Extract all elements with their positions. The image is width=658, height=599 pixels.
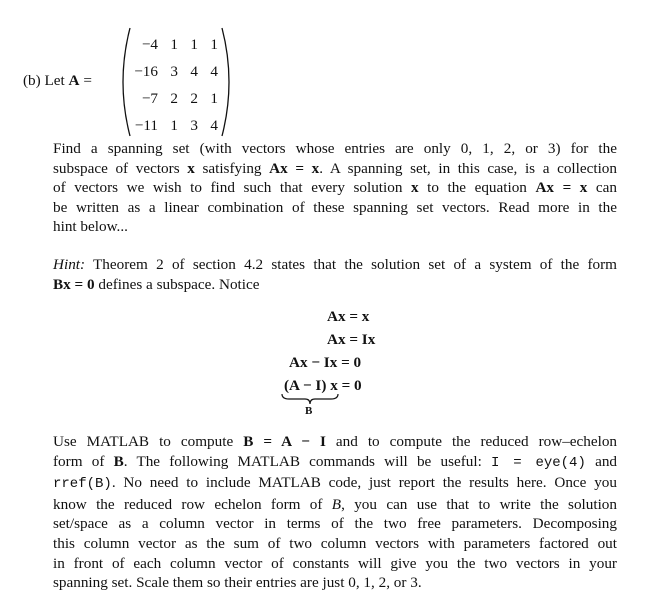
text-line: of vectors we wish to find such that every solution x to the equation Ax = x can: [53, 179, 618, 197]
matrix-cell: −11: [134, 117, 158, 134]
equals-sign: =: [83, 72, 92, 89]
matrix-a: [118, 26, 234, 138]
matrix-cell: 2: [170, 90, 178, 107]
matrix-cell: 3: [190, 117, 198, 134]
matrix-cell: 4: [210, 63, 218, 80]
problem-paragraph: [53, 139, 617, 237]
matrix-cell: 1: [210, 36, 218, 53]
text-line: form of B. The following MATLAB commands will be useful: I = eye(4) and: [53, 452, 618, 471]
matrix-name: A: [68, 72, 80, 89]
equation-2: Ax = Ix: [327, 331, 376, 348]
hint-label: Hint:: [53, 256, 86, 273]
code-snippet: I = eye(4): [491, 454, 586, 471]
matrix-cell: 2: [190, 90, 198, 107]
text-line: rref(B). No need to include MATLAB code, just report the results here. Once you: [53, 474, 617, 493]
text-line: Find a spanning set (with vectors whose entries are only 0, 1, 2, or 3) for the: [53, 140, 617, 157]
text-line: this column vector as the sum of two column vectors with parameters factored out: [53, 534, 617, 552]
hint-paragraph: [53, 255, 617, 294]
code-snippet: rref(B): [53, 476, 112, 493]
matrix-cell: 1: [170, 36, 178, 53]
matrix-cell: 4: [190, 63, 198, 80]
matrix-cell: 1: [190, 36, 198, 53]
text-line: subspace of vectors x satisfying Ax = x. A spanning set, in this case, is a collection: [53, 159, 617, 177]
text-line: set/space as a column vector in terms of the two free parameters. Decomposing: [53, 515, 617, 533]
equation-1: Ax = x: [327, 308, 370, 325]
right-paren-icon: [222, 28, 229, 136]
text-line: know the reduced row echelon form of B, you can use that to write the solution: [53, 495, 617, 513]
text-line: in front of each column vector of constants will give you the two vectors in your: [53, 554, 617, 572]
matrix-cell: 1: [170, 117, 178, 134]
matrix-cell: 4: [210, 117, 218, 134]
equation-3: Ax − Ix = 0: [289, 354, 362, 371]
text-line: Hint: Theorem 2 of section 4.2 states that the solution set of a system of the form: [53, 256, 617, 273]
text-line: Bx = 0 defines a subspace. Notice: [53, 275, 260, 293]
matrix-cell: 3: [170, 63, 178, 80]
part-label: [23, 72, 92, 90]
left-paren-icon: [123, 28, 130, 136]
part-label-text: (b) Let: [23, 72, 65, 89]
text-line: Use MATLAB to compute B = A − I and to compute the reduced row–echelon: [53, 433, 618, 450]
matrix-cell: −7: [141, 90, 158, 107]
underbrace-label: B: [305, 405, 313, 417]
matrix-cell: −4: [141, 36, 158, 53]
matlab-paragraph: [53, 432, 617, 593]
matrix-cell: −16: [134, 63, 158, 80]
text-line: spanning set. Scale them so their entries are just 0, 1, 2, or 3.: [53, 574, 422, 592]
matrix-cell: 1: [210, 90, 218, 107]
text-line: be written as a linear combination of these spanning set vectors. Read more in the: [53, 198, 617, 216]
equation-4: (A − I) x = 0: [284, 377, 362, 394]
text-line: hint below...: [53, 218, 128, 236]
